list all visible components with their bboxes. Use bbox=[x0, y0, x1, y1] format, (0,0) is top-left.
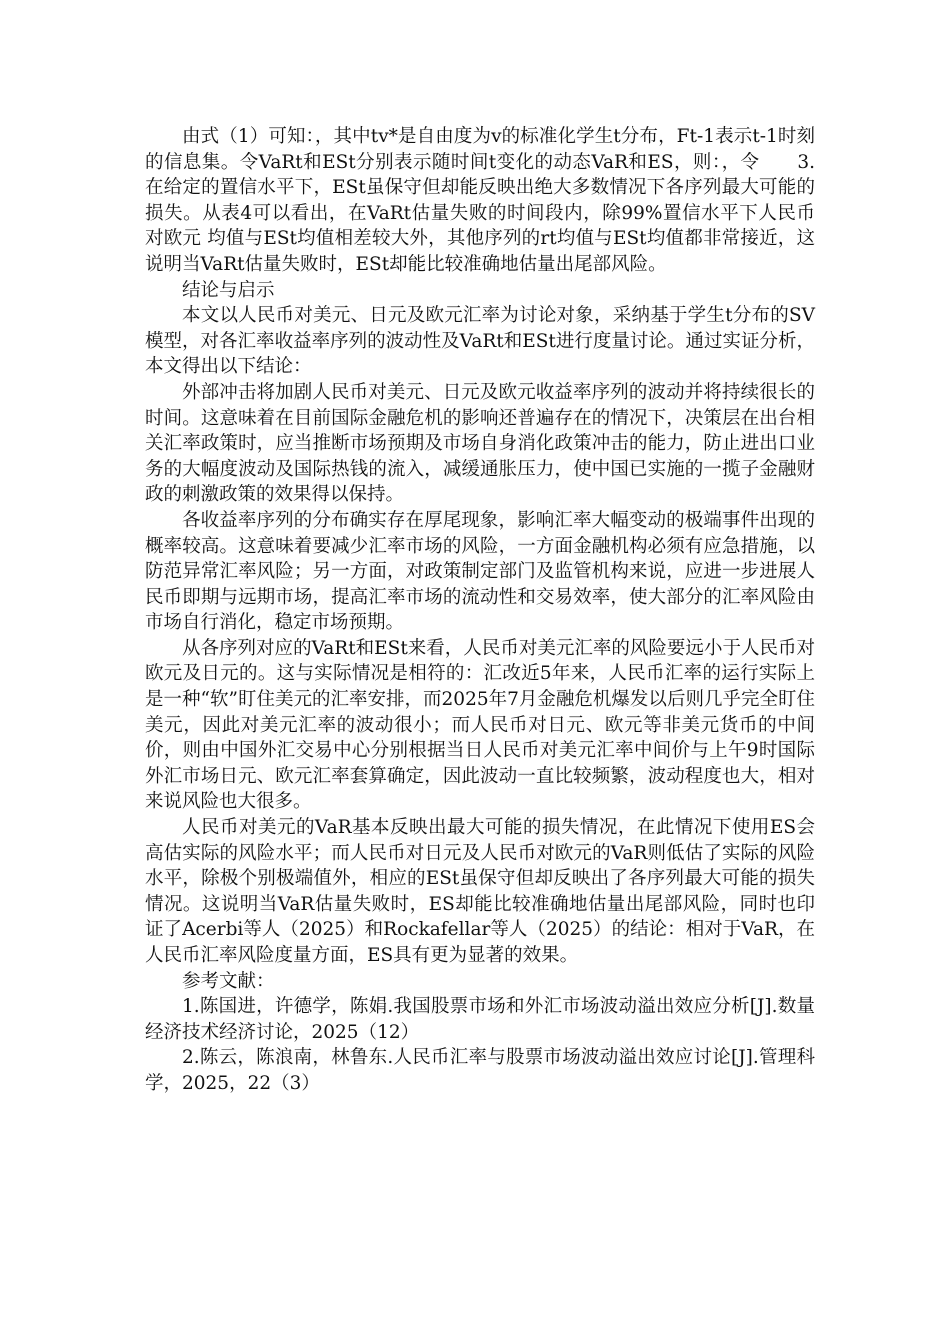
references-heading: 参考文献： bbox=[182, 970, 275, 992]
document-body bbox=[145, 124, 815, 1097]
reference-item-2: 2.陈云，陈浪南，林鲁东.人民币汇率与股票市场波动溢出效应讨论[J].管理科学，2025，22（3） bbox=[145, 1047, 815, 1094]
paragraph-external-shock: 外部冲击将加剧人民币对美元、日元及欧元收益率序列的波动并将持续很长的时间。这意味着在目前国际金融危机的影响还普遍存在的情况下，决策层在出台相关汇率政策时，应当推断市场预期及市场自身消化政策冲击的能力，防止进出口业务的大幅度波动及国际热钱的流入，减缓通胀压力，使中国已实施的一揽子金融财政的刺激政策的效果得以保持。 bbox=[145, 381, 815, 506]
paragraph-es-formula: 由式（1）可知：，其中tv*是自由度为v的标准化学生t分布，Ft-1表示t-1时刻的信息集。令VaRt和ESt分别表示随时间t变化的动态VaR和ES，则：，令 3.在给定的置信水平下，ESt虽保守但却能反映出绝大多数情况下各序列最大可能的损失。从表4可以看出，在VaRt估量失败的时间段内，除99%置信水平下人民币对欧元 均值与ESt均值相差较大外，其他序列的rt均值与ESt均值都非常接近，这说明当VaRt估量失败时，ESt却能比较准确地估量出尾部风险。 bbox=[145, 126, 815, 275]
reference-item-1: 1.陈国进，许德学，陈娟.我国股票市场和外汇市场波动溢出效应分析[J].数量经济技术经济讨论，2025（12） bbox=[145, 996, 815, 1043]
paragraph-var-es-effect: 人民币对美元的VaR基本反映出最大可能的损失情况，在此情况下使用ES会高估实际的风险水平；而人民币对日元及人民币对欧元的VaR则低估了实际的风险水平，除极个别极端值外，相应的ESt虽保守但却反映出了各序列最大可能的损失情况。这说明当VaR估量失败时，ES却能比较准确地估量出尾部风险，同时也印证了Acerbi等人（2025）和Rockafellar等人（2025）的结论：相对于VaR，在人民币汇率风险度量方面，ES具有更为显著的效果。 bbox=[145, 817, 815, 966]
section-heading-conclusion: 结论与启示 bbox=[182, 279, 275, 301]
paragraph-intro-conclusion: 本文以人民币对美元、日元及欧元汇率为讨论对象，采纳基于学生t分布的SV模型，对各汇率收益率序列的波动性及VaRt和ESt进行度量讨论。通过实证分析，本文得出以下结论： bbox=[145, 305, 815, 378]
paragraph-fat-tail: 各收益率序列的分布确实存在厚尾现象，影响汇率大幅变动的极端事件出现的概率较高。这意味着要减少汇率市场的风险，一方面金融机构必须有应急措施，以防范异常汇率风险；另一方面，对政策制定部门及监管机构来说，应进一步进展人民币即期与远期市场，提高汇率市场的流动性和交易效率，使大部分的汇率风险由市场自行消化，稳定市场预期。 bbox=[145, 509, 815, 634]
paragraph-risk-comparison: 从各序列对应的VaRt和ESt来看，人民币对美元汇率的风险要远小于人民币对欧元及日元的。这与实际情况是相符的：汇改近5年来，人民币汇率的运行实际上是一种“软”盯住美元的汇率安排，而2025年7月金融危机爆发以后则几乎完全盯住美元，因此对美元汇率的波动很小；而人民币对日元、欧元等非美元货币的中间价，则由中国外汇交易中心分别根据当日人民币对美元汇率中间价与上午9时国际外汇市场日元、欧元汇率套算确定，因此波动一直比较频繁，波动程度也大，相对来说风险也大很多。 bbox=[145, 637, 815, 813]
